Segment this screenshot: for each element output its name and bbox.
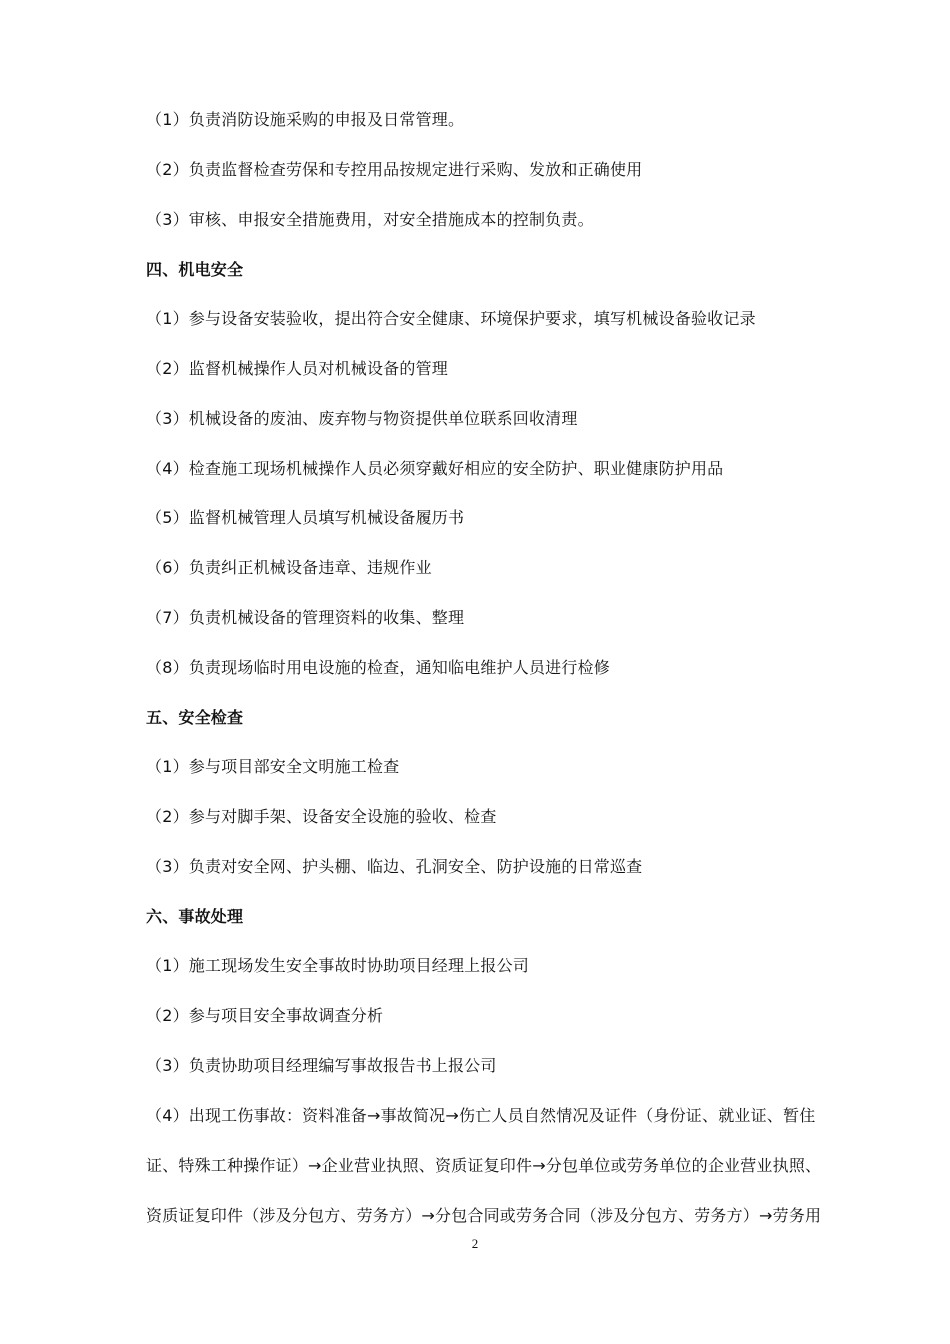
list-item: （2）参与项目安全事故调查分析 [146, 1006, 384, 1025]
list-item: （1）负责消防设施采购的申报及日常管理。 [146, 110, 465, 129]
section-heading-electromechanical-safety: 四、机电安全 [146, 260, 244, 279]
list-item: （2）负责监督检查劳保和专控用品按规定进行采购、发放和正确使用 [146, 160, 643, 179]
list-item: （7）负责机械设备的管理资料的收集、整理 [146, 608, 465, 627]
page-number: 2 [471, 1236, 479, 1251]
list-item: （1）施工现场发生安全事故时协助项目经理上报公司 [146, 956, 529, 975]
list-item: （8）负责现场临时用电设施的检查，通知临电维护人员进行检修 [146, 658, 610, 677]
section-heading-accident-handling: 六、事故处理 [146, 907, 244, 926]
section-heading-safety-inspection: 五、安全检查 [146, 708, 244, 727]
list-item: （2）监督机械操作人员对机械设备的管理 [146, 359, 448, 378]
list-item: （3）审核、申报安全措施费用，对安全措施成本的控制负责。 [146, 210, 594, 229]
list-item: （6）负责纠正机械设备违章、违规作业 [146, 558, 432, 577]
paragraph-line: （4）出现工伤事故：资料准备→事故简况→伤亡人员自然情况及证件（身份证、就业证、暂住 [146, 1106, 816, 1125]
list-item: （5）监督机械管理人员填写机械设备履历书 [146, 508, 465, 527]
list-item: （3）负责协助项目经理编写事故报告书上报公司 [146, 1056, 497, 1075]
list-item: （2）参与对脚手架、设备安全设施的验收、检查 [146, 807, 497, 826]
list-item: （1）参与项目部安全文明施工检查 [146, 757, 400, 776]
paragraph-line: 证、特殊工种操作证）→企业营业执照、资质证复印件→分包单位或劳务单位的企业营业执照、 [146, 1156, 822, 1175]
list-item: （3）负责对安全网、护头棚、临边、孔洞安全、防护设施的日常巡查 [146, 857, 643, 876]
list-item: （1）参与设备安装验收，提出符合安全健康、环境保护要求，填写机械设备验收记录 [146, 309, 756, 328]
paragraph-line: 资质证复印件（涉及分包方、劳务方）→分包合同或劳务合同（涉及分包方、劳务方）→劳务用 [146, 1206, 822, 1225]
list-item: （4）检查施工现场机械操作人员必须穿戴好相应的安全防护、职业健康防护用品 [146, 459, 724, 478]
list-item: （3）机械设备的废油、废弃物与物资提供单位联系回收清理 [146, 409, 578, 428]
